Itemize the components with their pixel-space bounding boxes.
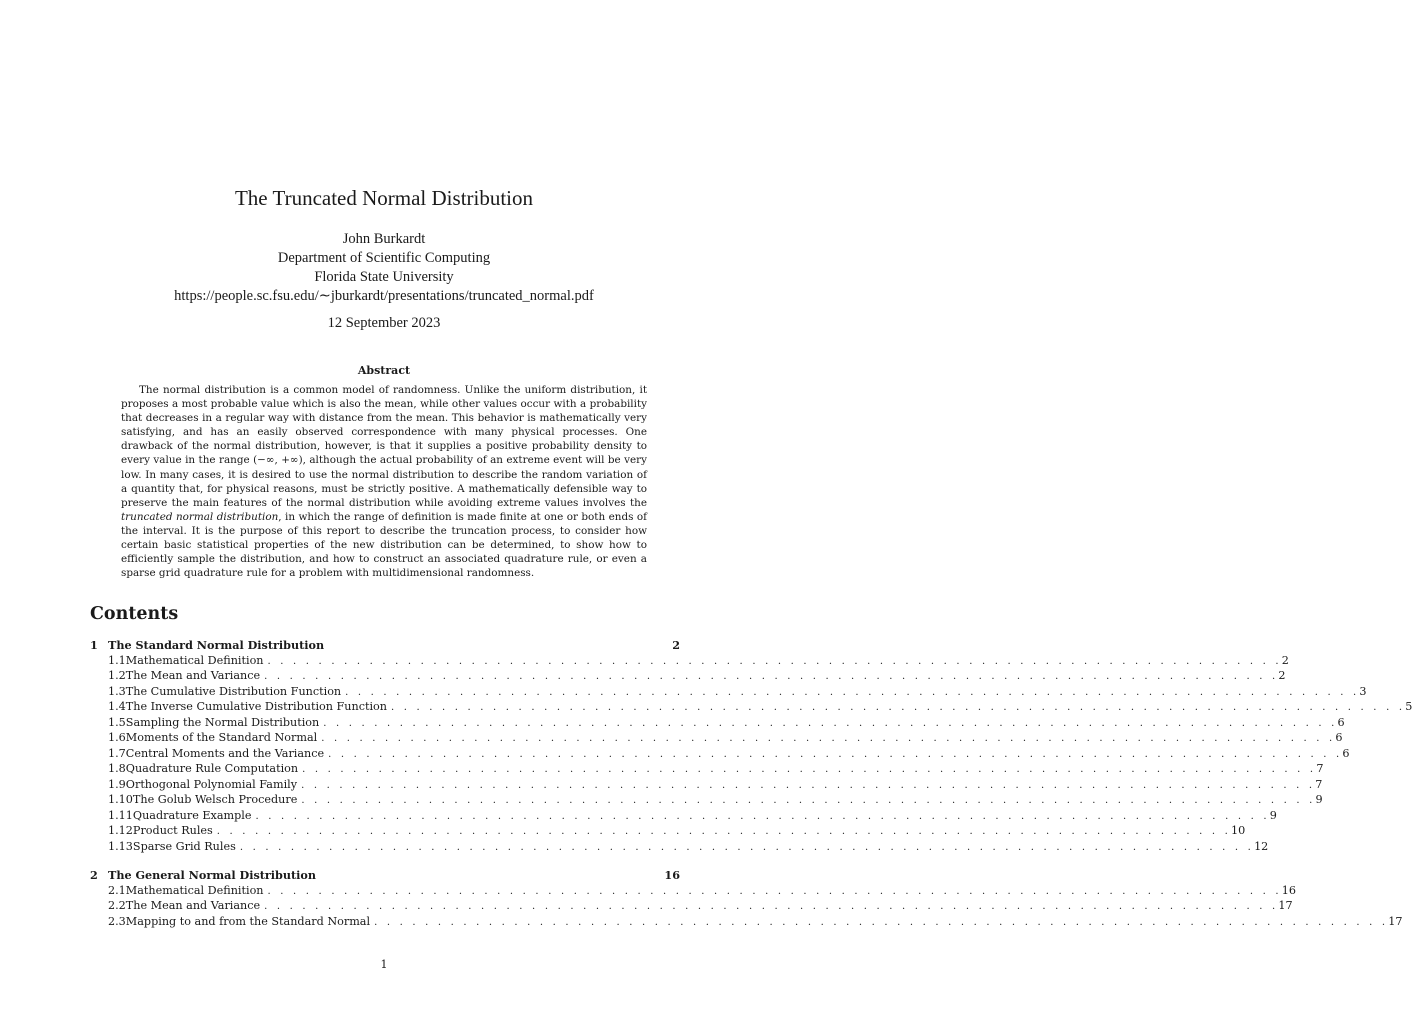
toc-subsection-title: Mathematical Definition	[125, 653, 264, 667]
toc-subsection-page: 2	[1278, 669, 1286, 682]
toc-subsection-page: 6	[1337, 715, 1345, 729]
toc-subsection-number: 1.11	[108, 808, 133, 822]
toc-subsection-title: The Inverse Cumulative Distribution Function	[125, 700, 387, 713]
toc-subsection-number: 1.10	[108, 793, 133, 806]
toc-subsection-row[interactable]	[90, 684, 1367, 701]
toc-subsection-row[interactable]	[90, 669, 1286, 685]
toc-subsection-title: Quadrature Example	[132, 808, 252, 822]
toc-subsection-number: 1.7	[108, 746, 126, 760]
paper-url: https://people.sc.fsu.edu/∼jburkardt/presentations/truncated_normal.pdf	[174, 288, 594, 304]
toc-leader-dots: . . . . . . . . . . . . . . . . . . . . . . . . . . . . . . . . . . . . . . . . . . . . . . . . . . . . . . . . . . . . . . . . . . . . . . . . . . . . . . . .	[390, 702, 1406, 713]
toc-subsection-row[interactable]	[90, 793, 1323, 809]
toc-subsection-title: Product Rules	[132, 824, 213, 837]
toc-subsection-number: 2.1	[108, 883, 126, 897]
toc-subsection-page: 10	[1231, 824, 1246, 837]
toc-subsection-number: 2.2	[108, 899, 126, 912]
toc-leader-dots: . . . . . . . . . . . . . . . . . . . . . . . . . . . . . . . . . . . . . . . . . . . . . . . . . . . . . . . . . . . . . . . . . . . . . . . . . . . . . . . .	[345, 686, 1360, 698]
toc-section-1	[90, 638, 1412, 855]
toc-subsection-row[interactable]	[90, 883, 1296, 900]
toc-leader-dots: . . . . . . . . . . . . . . . . . . . . . . . . . . . . . . . . . . . . . . . . . . . . . . . . . . . . . . . . . . . . . . . . . . . . . . . . . . . . . . . .	[301, 795, 1316, 806]
toc-subsection-page: 7	[1315, 777, 1323, 791]
toc-subsections	[90, 883, 1403, 931]
toc-subsection-number: 1.8	[108, 762, 126, 775]
toc-leader-dots: . . . . . . . . . . . . . . . . . . . . . . . . . . . . . . . . . . . . . . . . . . . . . . . . . . . . . . . . . . . . . . . . . . . . . . . . . . . . . . . .	[374, 916, 1389, 928]
toc-subsection-row[interactable]	[90, 715, 1345, 732]
toc-subsection-title: Sparse Grid Rules	[132, 839, 236, 853]
toc-subsection-title: Mathematical Definition	[125, 883, 264, 897]
toc-section-page: 16	[664, 868, 680, 882]
toc-subsection-page: 6	[1335, 731, 1343, 744]
toc-section-page: 2	[672, 638, 680, 652]
toc-subsection-number: 1.2	[108, 669, 126, 682]
toc-subsection-row[interactable]	[90, 731, 1343, 747]
toc-subsection-row[interactable]	[90, 899, 1293, 915]
toc-section-number: 2	[90, 868, 98, 882]
toc-subsection-title: Mapping to and from the Standard Normal	[125, 914, 371, 928]
page-number: 1	[380, 958, 388, 971]
toc-subsections	[90, 653, 1412, 856]
toc-leader-dots: . . . . . . . . . . . . . . . . . . . . . . . . . . . . . . . . . . . . . . . . . . . . . . . . . . . . . . . . . . . . . . . . . . . . . . . . . . . . . . . .	[321, 733, 1336, 744]
toc-subsection-page: 7	[1316, 762, 1324, 775]
toc-section-number: 1	[90, 638, 98, 652]
toc-subsection-title: Central Moments and the Variance	[125, 746, 325, 760]
toc-subsection-row[interactable]	[90, 700, 1412, 716]
toc-section-title: The Standard Normal Distribution	[108, 638, 325, 652]
author-name: John Burkardt	[342, 231, 426, 247]
toc-subsection-title: The Mean and Variance	[125, 669, 261, 682]
toc-subsection-number: 1.5	[108, 715, 126, 729]
toc-leader-dots: . . . . . . . . . . . . . . . . . . . . . . . . . . . . . . . . . . . . . . . . . . . . . . . . . . . . . . . . . . . . . . . . . . . . . . . . . . . . . . . .	[302, 764, 1317, 775]
toc-subsection-title: Orthogonal Polynomial Family	[125, 777, 298, 791]
toc-subsection-number: 1.13	[108, 839, 133, 853]
toc-subsection-row[interactable]	[90, 914, 1403, 931]
toc-subsection-page: 3	[1359, 684, 1367, 698]
toc-subsection-title: Moments of the Standard Normal	[125, 731, 318, 744]
abstract-text	[121, 383, 647, 580]
abstract-emphasis: truncated normal distribution	[121, 510, 279, 523]
affiliation-department: Department of Scientific Computing	[277, 250, 491, 266]
toc-subsection-page: 17	[1388, 914, 1403, 928]
toc-subsection-number: 1.6	[108, 731, 126, 744]
toc-subsection-row[interactable]	[90, 839, 1269, 856]
toc-leader-dots: . . . . . . . . . . . . . . . . . . . . . . . . . . . . . . . . . . . . . . . . . . . . . . . . . . . . . . . . . . . . . . . . . . . . . . . . . . . . . . . .	[323, 717, 1338, 729]
contents-heading: Contents	[90, 604, 179, 624]
toc-subsection-title: Sampling the Normal Distribution	[125, 715, 320, 729]
toc-subsection-number: 1.12	[108, 824, 133, 837]
toc-section-row[interactable]	[90, 638, 680, 654]
toc-subsection-number: 1.9	[108, 777, 126, 791]
toc-subsection-number: 1.4	[108, 700, 126, 713]
toc-subsection-row[interactable]	[90, 824, 1246, 840]
toc-subsection-page: 2	[1281, 653, 1289, 667]
toc-subsection-title: Quadrature Rule Computation	[125, 762, 299, 775]
toc-leader-dots: . . . . . . . . . . . . . . . . . . . . . . . . . . . . . . . . . . . . . . . . . . . . . . . . . . . . . . . . . . . . . . . . . . . . . . . . . . . . . . . .	[264, 901, 1279, 912]
toc-subsection-page: 6	[1342, 746, 1350, 760]
toc-leader-dots: . . . . . . . . . . . . . . . . . . . . . . . . . . . . . . . . . . . . . . . . . . . . . . . . . . . . . . . . . . . . . . . . . . . . . . . . . . . . . . . .	[328, 748, 1343, 760]
affiliation-university: Florida State University	[314, 269, 454, 285]
toc-subsection-number: 2.3	[108, 914, 126, 928]
toc-subsection-row[interactable]	[90, 653, 1289, 670]
toc-section-2	[90, 868, 1403, 930]
paper-date: 12 September 2023	[327, 315, 441, 331]
toc-subsection-row[interactable]	[90, 808, 1277, 825]
paper-title: The Truncated Normal Distribution	[234, 186, 534, 210]
toc-subsection-page: 5	[1405, 700, 1412, 713]
toc-subsection-number: 1.1	[108, 653, 126, 667]
toc-subsection-page: 9	[1315, 793, 1323, 806]
toc-subsection-row[interactable]	[90, 777, 1323, 794]
toc-subsection-title: The Cumulative Distribution Function	[125, 684, 342, 698]
toc-section-row[interactable]	[90, 868, 680, 884]
toc-section-title: The General Normal Distribution	[108, 868, 317, 882]
toc-leader-dots: . . . . . . . . . . . . . . . . . . . . . . . . . . . . . . . . . . . . . . . . . . . . . . . . . . . . . . . . . . . . . . . . . . . . . . . . . . . . . . . .	[267, 655, 1282, 667]
toc-leader-dots: . . . . . . . . . . . . . . . . . . . . . . . . . . . . . . . . . . . . . . . . . . . . . . . . . . . . . . . . . . . . . . . . . . . . . . . . . . . . . . . .	[267, 885, 1282, 897]
toc-leader-dots: . . . . . . . . . . . . . . . . . . . . . . . . . . . . . . . . . . . . . . . . . . . . . . . . . . . . . . . . . . . . . . . . . . . . . . . . . . . . . . . .	[255, 810, 1270, 822]
toc-subsection-row[interactable]	[90, 762, 1324, 778]
toc-leader-dots: . . . . . . . . . . . . . . . . . . . . . . . . . . . . . . . . . . . . . . . . . . . . . . . . . . . . . . . . . . . . . . . . . . . . . . . . . . . . . . . .	[301, 779, 1316, 791]
toc-subsection-row[interactable]	[90, 746, 1350, 763]
toc-subsection-title: The Mean and Variance	[125, 899, 261, 912]
toc-subsection-number: 1.3	[108, 684, 126, 698]
toc-subsection-page: 12	[1254, 839, 1269, 853]
abstract-part-2: , in which the range of definition is made finite at one or both ends of the interval. It is the purpose of this report to describe the truncation process, to consider how certain basic statistical properties of the new distribution can be determined, to show how to efficiently sample the distribution, and how to construct an associated quadrature rule, or even a sparse grid quadrature rule for a problem with multidimensional randomness.	[121, 510, 647, 580]
toc-leader-dots: . . . . . . . . . . . . . . . . . . . . . . . . . . . . . . . . . . . . . . . . . . . . . . . . . . . . . . . . . . . . . . . . . . . . . . . . . . . . . . . .	[239, 841, 1255, 853]
author-block	[0, 230, 768, 306]
toc-subsection-page: 17	[1278, 899, 1293, 912]
toc-subsection-page: 16	[1281, 883, 1296, 897]
abstract-heading: Abstract	[357, 364, 411, 377]
toc-leader-dots: . . . . . . . . . . . . . . . . . . . . . . . . . . . . . . . . . . . . . . . . . . . . . . . . . . . . . . . . . . . . . . . . . . . . . . . . . . . . . . . .	[216, 826, 1232, 837]
toc-subsection-page: 9	[1269, 808, 1277, 822]
abstract-part-1: The normal distribution is a common model of randomness. Unlike the uniform distribution, it proposes a most probable value which is also the mean, while other values occur with a probability that decreases in a regular way with distance from the mean. This behavior is mathematically very satisfying, and has an easily observed correspondence with many physical processes. One drawback of the normal distribution, however, is that it supplies a positive probability density to every value in the range (−∞, +∞), although the actual probability of an extreme event will be very low. In many cases, it is desired to use the normal distribution to describe the random variation of a quantity that, for physical reasons, must be strictly positive. A mathematically defensible way to preserve the main features of the normal distribution while avoiding extreme values involves the	[121, 384, 647, 509]
toc-leader-dots: . . . . . . . . . . . . . . . . . . . . . . . . . . . . . . . . . . . . . . . . . . . . . . . . . . . . . . . . . . . . . . . . . . . . . . . . . . . . . . . .	[264, 671, 1279, 682]
toc-subsection-title: The Golub Welsch Procedure	[132, 793, 298, 806]
